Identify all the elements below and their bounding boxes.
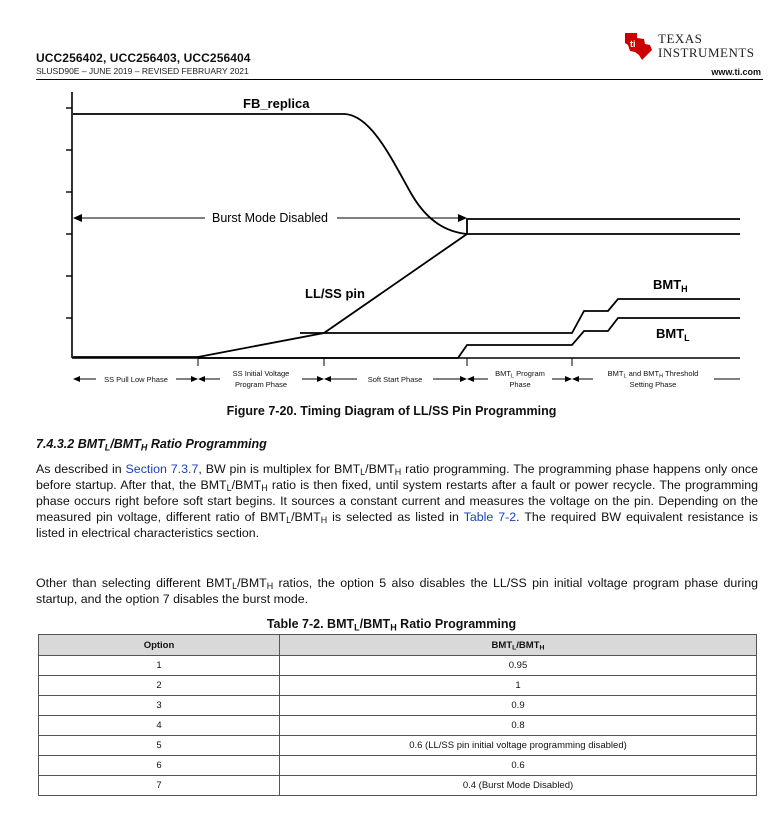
llss-pin-label: LL/SS pin bbox=[305, 286, 365, 301]
phase-label-threshold-line1: $BMT_L$ and $BMT_H$ Threshold bbox=[607, 369, 699, 380]
ti-logo-word-instruments: INSTRUMENTS bbox=[658, 45, 755, 60]
table-row bbox=[39, 736, 757, 756]
option-cell: 2 bbox=[39, 676, 280, 696]
timing-diagram bbox=[0, 85, 783, 400]
ratio-cell: 0.9 bbox=[280, 696, 757, 716]
document-part-numbers: UCC256402, UCC256403, UCC256404 bbox=[36, 51, 251, 65]
table-row bbox=[39, 756, 757, 776]
burst-mode-arrowhead-right bbox=[458, 214, 467, 222]
phase-divider-ticks bbox=[198, 358, 572, 366]
phase-label-pull-low: SS Pull Low Phase bbox=[104, 375, 168, 384]
ratio-cell: 0.95 bbox=[280, 656, 757, 676]
ratio-cell: 0.8 bbox=[280, 716, 757, 736]
bmt-h-label: $BMT_H$ bbox=[653, 277, 688, 294]
fb-replica-trace bbox=[73, 114, 740, 234]
column-header-ratio: $BMT_L/BMT_H$ bbox=[280, 635, 757, 656]
ratio-table bbox=[38, 634, 757, 796]
table-row bbox=[39, 696, 757, 716]
ratio-cell: 0.6 (LL/SS pin initial voltage programming disabled) bbox=[280, 736, 757, 756]
header-divider bbox=[36, 79, 763, 80]
section-7-3-7-link[interactable]: Section 7.3.7 bbox=[125, 462, 199, 476]
table-header-row bbox=[39, 635, 757, 656]
y-axis-ticks bbox=[66, 108, 72, 318]
phase-label-threshold-line2: Setting Phase bbox=[629, 380, 677, 389]
ratio-cell: 1 bbox=[280, 676, 757, 696]
section-title: 7.4.3.2 $BMT_L/BMT_H$ Ratio Programming bbox=[36, 437, 267, 453]
option-cell: 3 bbox=[39, 696, 280, 716]
option-cell: 5 bbox=[39, 736, 280, 756]
phase-label-initial-line1: SS Initial Voltage bbox=[232, 369, 290, 378]
table-row bbox=[39, 716, 757, 736]
bmt-l-label: $BMT_L$ bbox=[656, 326, 690, 343]
table-7-2-link[interactable]: Table 7-2 bbox=[463, 510, 517, 524]
fb-replica-label: FB_replica bbox=[243, 96, 310, 111]
table-title: Table 7-2. $BMT_L/BMT_H$ Ratio Programming bbox=[266, 617, 517, 633]
option-cell: 7 bbox=[39, 776, 280, 796]
burst-mode-label: Burst Mode Disabled bbox=[211, 211, 329, 225]
phase-label-initial-line2: Program Phase bbox=[234, 380, 288, 389]
ratio-cell: 0.4 (Burst Mode Disabled) bbox=[280, 776, 757, 796]
ti-texas-icon bbox=[622, 30, 654, 62]
ti-logo-word-texas: TEXAS bbox=[658, 31, 703, 46]
ratio-cell: 0.6 bbox=[280, 756, 757, 776]
option-cell: 1 bbox=[39, 656, 280, 676]
body-paragraph-1: As described in Section 7.3.7, BW pin is multiplex for $BMT_L/BMT_H$ ratio programming. The programming phase happens only once before startup. After that, the $BMT_L/BMT_H$ ratio is then fixed, until system restarts after a fault or power recycle. The programming phase occurs right before soft start begins. It sources a constant current and measures the voltage on the pin. Depending on the measured pin voltage, different ratio of $BMT_L/BMT_H$ is selected as listed in Table 7-2. The required BW equivalent resistance is listed in electrical characteristics section. bbox=[36, 462, 759, 540]
svg-text:ti: ti bbox=[630, 39, 636, 49]
body-paragraph-2: Other than selecting different $BMT_L/BMT_H$ ratios, the option 5 also disables the LL/SS pin initial voltage program phase during startup, and the option 7 disables the burst mode. bbox=[36, 576, 758, 606]
website-link[interactable]: www.ti.com bbox=[711, 67, 761, 77]
phase-label-soft-start: Soft Start Phase bbox=[367, 375, 423, 384]
llss-pin-trace bbox=[73, 219, 740, 357]
table-row bbox=[39, 676, 757, 696]
column-header-option: Option bbox=[39, 635, 280, 656]
option-cell: 4 bbox=[39, 716, 280, 736]
table-row bbox=[39, 776, 757, 796]
phase-label-bmtl-line2: Phase bbox=[509, 380, 531, 389]
burst-mode-arrowhead-left bbox=[73, 214, 82, 222]
option-cell: 6 bbox=[39, 756, 280, 776]
document-revision: SLUSD90E – JUNE 2019 – REVISED FEBRUARY 2021 bbox=[36, 66, 249, 76]
figure-caption: Figure 7-20. Timing Diagram of LL/SS Pin Programming bbox=[226, 404, 557, 418]
phase-label-bmtl-line1: $BMT_L$ Program bbox=[495, 369, 545, 380]
ti-logo[interactable] bbox=[622, 30, 764, 66]
table-row bbox=[39, 656, 757, 676]
